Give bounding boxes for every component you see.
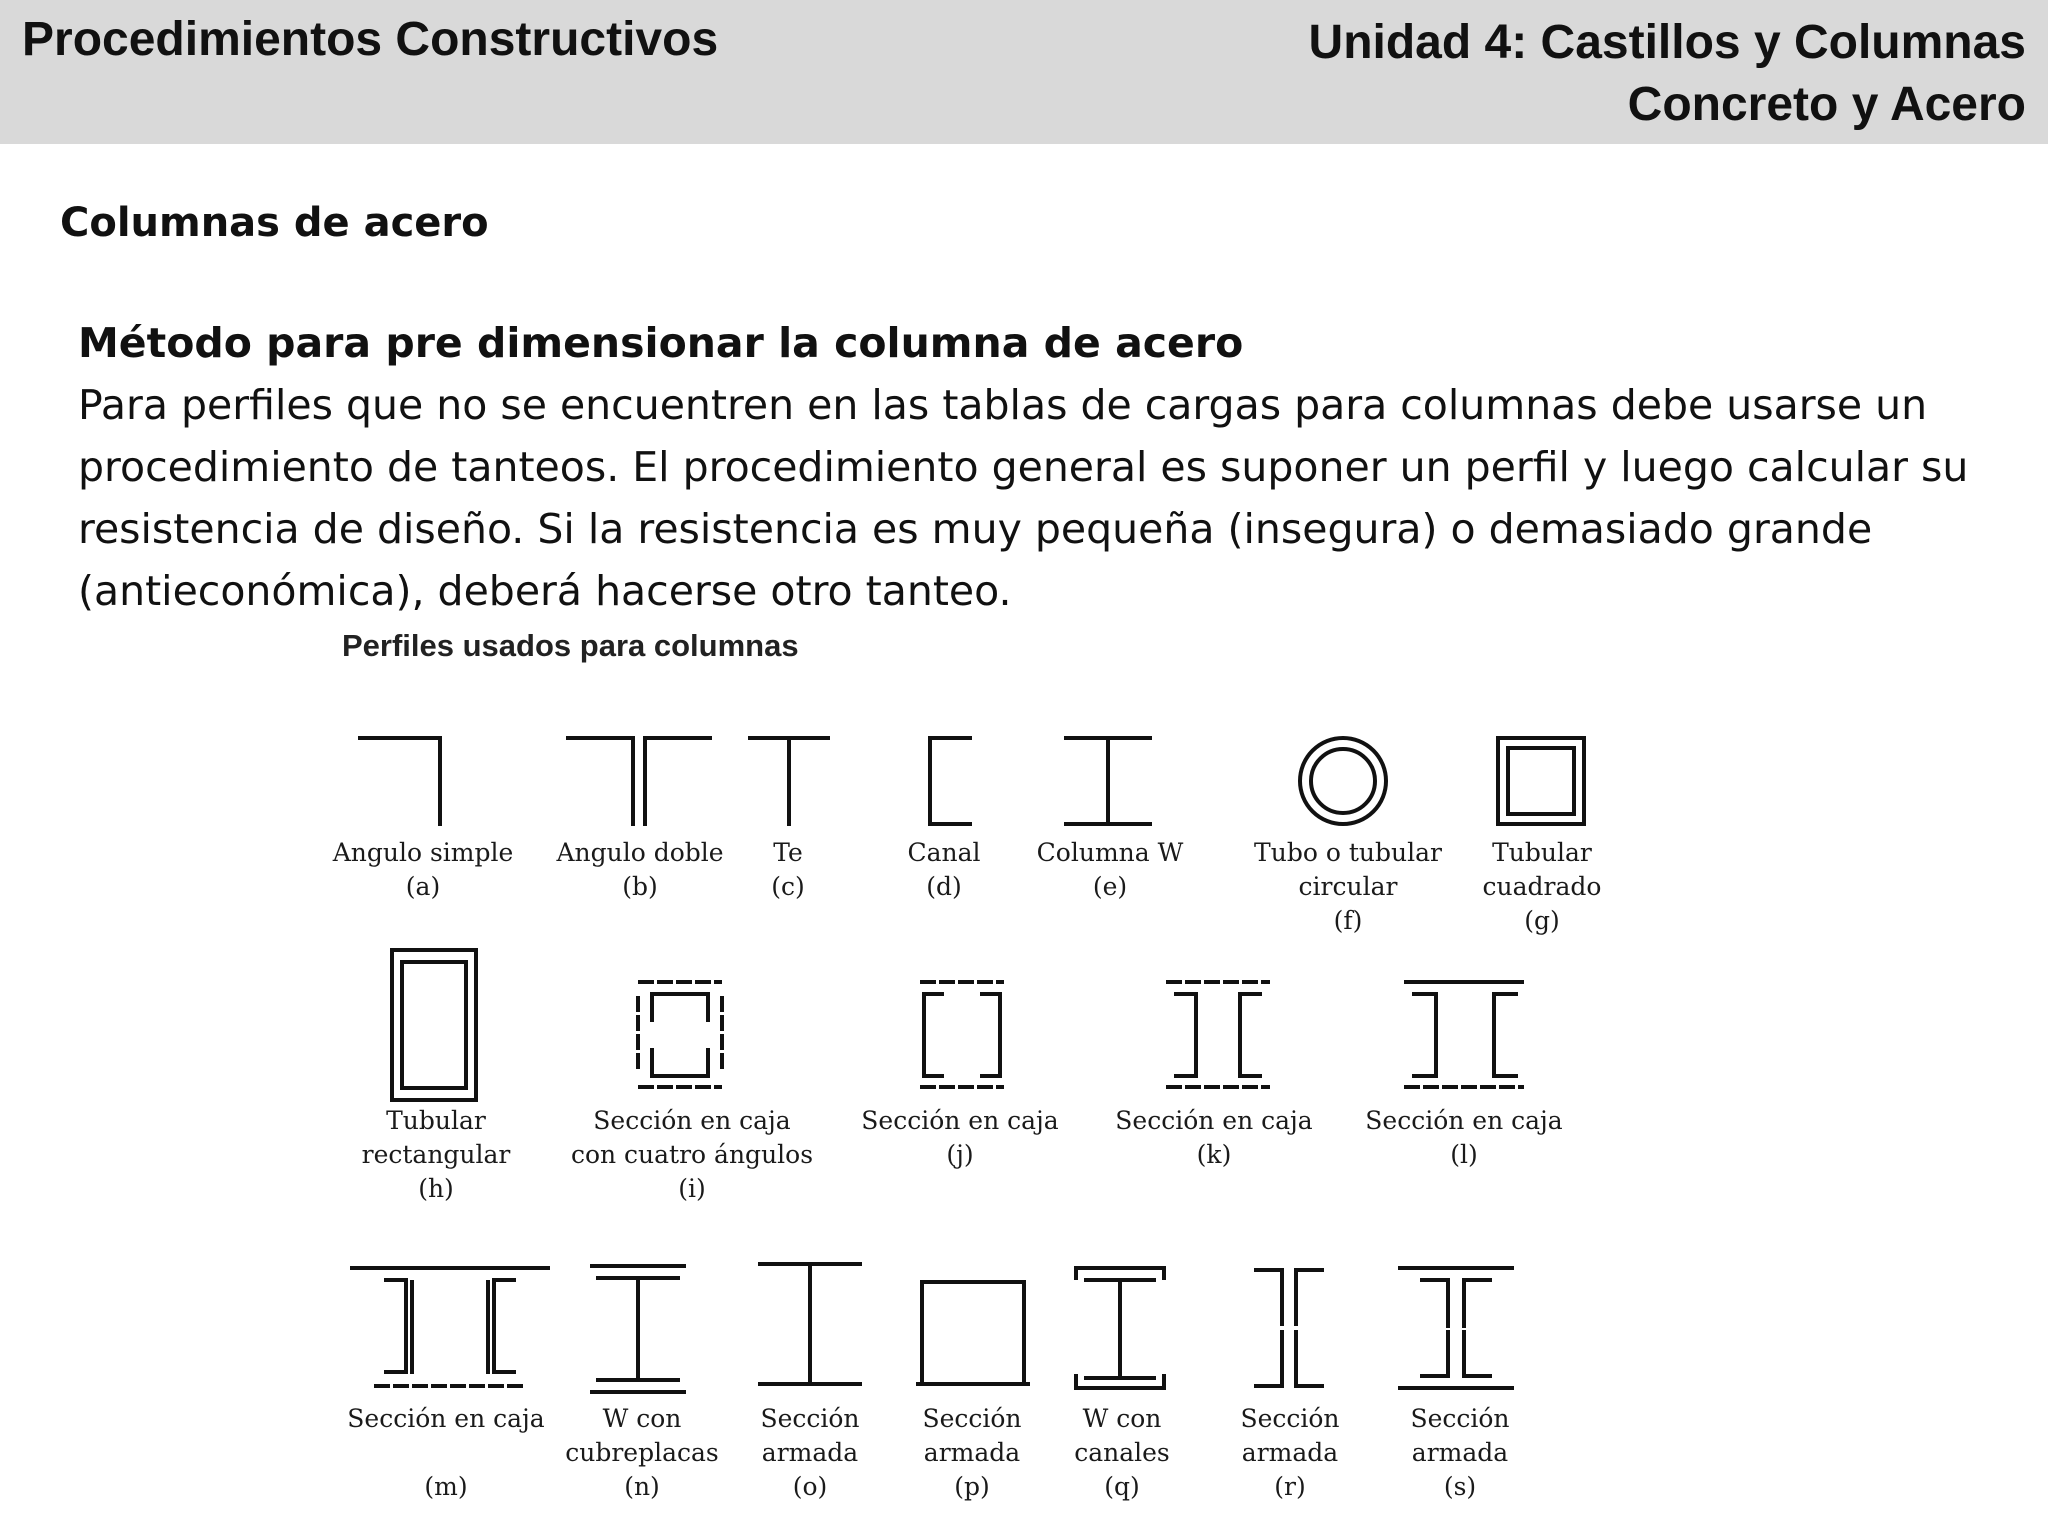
profiles-figure — [330, 620, 1602, 1520]
profile-shape-a — [360, 738, 440, 824]
figure-title: Perfiles usados para columnas — [342, 628, 799, 663]
profile-shape-i — [638, 982, 722, 1087]
profile-shape-f — [1300, 738, 1386, 824]
profile-caption-k: Sección en caja (k) — [1115, 1106, 1313, 1169]
profile-shape-p — [918, 1282, 1028, 1384]
profile-shape-k — [1168, 982, 1268, 1087]
profile-caption-m: Sección en caja (m) — [347, 1404, 545, 1501]
profile-shape-n — [592, 1266, 684, 1392]
profile-caption-c: Te (c) — [771, 838, 805, 901]
method-title: Método para pre dimensionar la columna de acero — [78, 319, 1244, 367]
profile-shape-e — [1066, 738, 1150, 824]
profile-shape-c — [750, 738, 828, 824]
header-bar — [0, 0, 2048, 144]
course-title: Procedimientos Constructivos — [22, 13, 719, 66]
profile-caption-d: Canal (d) — [907, 838, 981, 901]
profile-shape-o — [760, 1264, 860, 1384]
profile-caption-a: Angulo simple (a) — [332, 838, 514, 901]
profile-caption-l: Sección en caja (l) — [1365, 1106, 1563, 1169]
profile-caption-n: W con cubreplacas (n) — [565, 1404, 719, 1501]
profile-caption-o: Sección armada (o) — [760, 1404, 860, 1501]
profile-caption-r: Sección armada (r) — [1240, 1404, 1340, 1501]
profile-shape-m — [352, 1268, 548, 1386]
profile-caption-j: Sección en caja (j) — [861, 1106, 1059, 1169]
section-title: Columnas de acero — [60, 200, 489, 246]
profile-caption-s: Sección armada (s) — [1410, 1404, 1510, 1501]
profile-caption-p: Sección armada (p) — [922, 1404, 1022, 1501]
profile-caption-f: Tubo o tubular circular (f) — [1254, 838, 1442, 935]
profile-caption-e: Columna W (e) — [1036, 838, 1184, 901]
unit-title — [1309, 12, 2026, 136]
unit-title-line1: Unidad 4: Castillos y Columnas — [1308, 16, 2026, 69]
profile-caption-g: Tubular cuadrado (g) — [1482, 838, 1602, 935]
profile-shape-q — [1076, 1268, 1164, 1388]
unit-title-line2: Concreto y Acero — [1627, 78, 2026, 131]
profile-shape-r — [1256, 1270, 1322, 1386]
profile-shape-h — [392, 950, 476, 1100]
method-block — [78, 312, 1978, 622]
profile-shape-d — [930, 738, 970, 824]
profile-shape-s — [1400, 1268, 1512, 1388]
profile-caption-b: Angulo doble (b) — [556, 838, 724, 901]
profile-shape-g — [1498, 738, 1584, 824]
profile-caption-i: Sección en caja con cuatro ángulos (i) — [570, 1106, 814, 1203]
profile-shape-l — [1406, 982, 1522, 1087]
method-body: Para perfiles que no se encuentren en las tablas de cargas para columnas debe usarse un procedimiento de tanteos. El procedimiento general es suponer un perfil y luego calcular su resistencia de diseño. Si la resistencia es muy pequeña (insegura) o demasiado grande (antieconómica), deberá hacerse otro tanteo. — [78, 381, 1969, 615]
profile-shape-b — [568, 738, 710, 824]
profile-shape-j — [922, 982, 1002, 1087]
profiles-diagram — [330, 620, 1590, 1520]
profile-caption-h: Tubular rectangular (h) — [361, 1106, 511, 1203]
profile-caption-q: W con canales (q) — [1074, 1404, 1170, 1501]
